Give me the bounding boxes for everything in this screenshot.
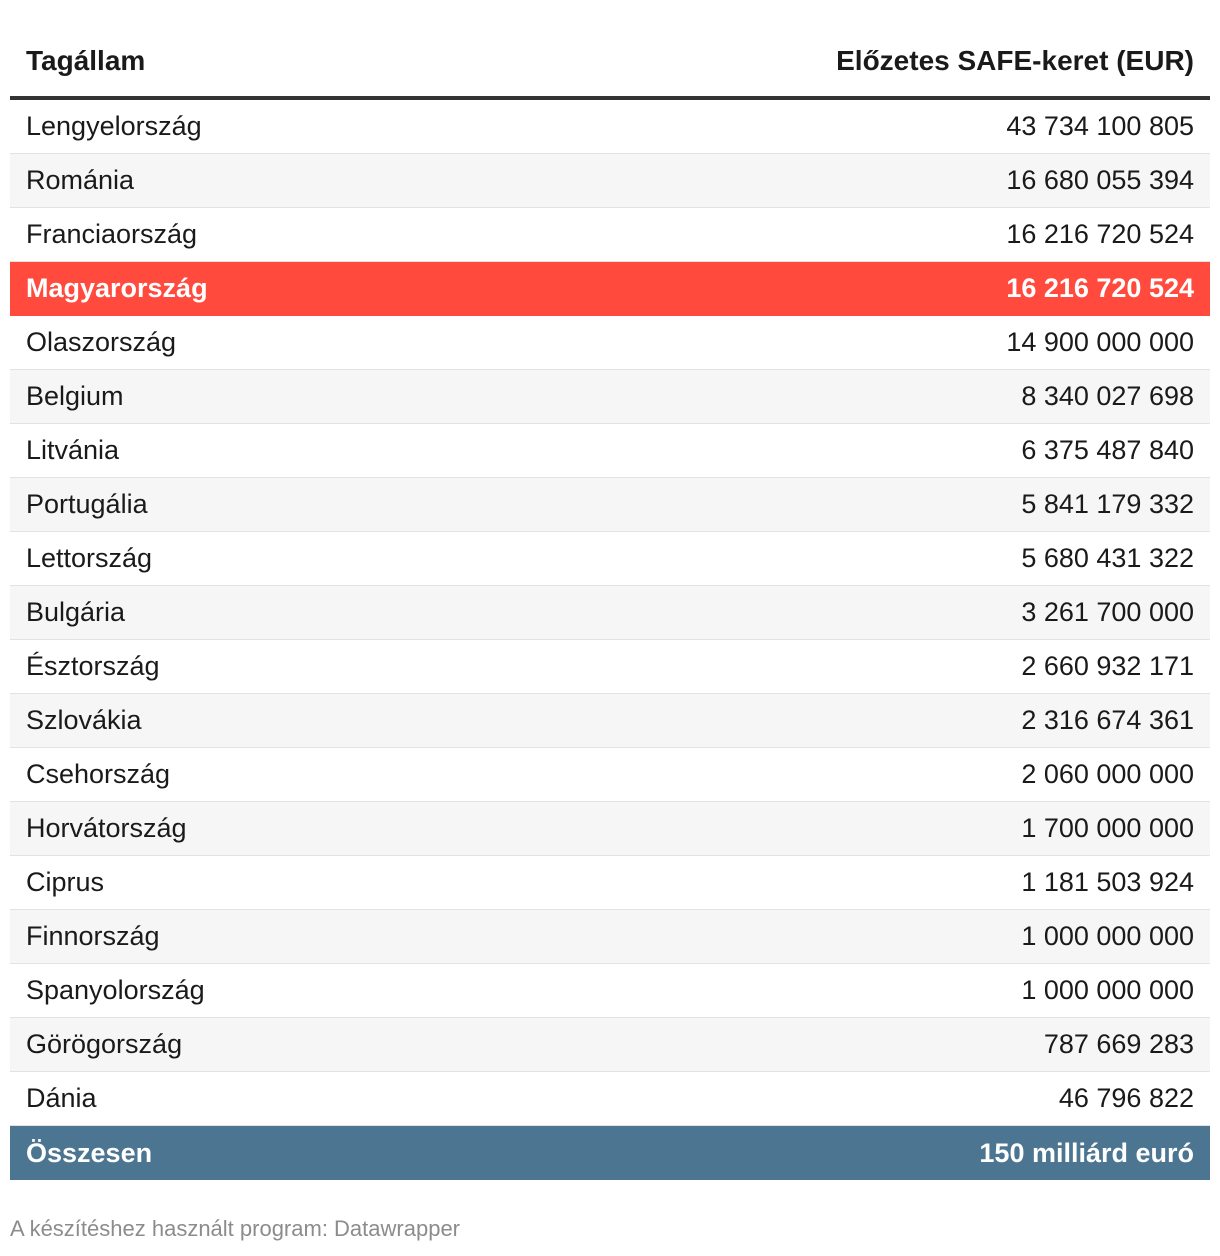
amount-cell: 16 680 055 394 xyxy=(1006,165,1194,195)
table-row xyxy=(10,154,1210,208)
table-row-highlighted xyxy=(10,262,1210,316)
table-row xyxy=(10,1072,1210,1126)
data-table xyxy=(10,30,1210,1180)
country-cell: Észtország xyxy=(26,651,160,681)
amount-cell: 8 340 027 698 xyxy=(1021,381,1194,411)
amount-cell: 1 181 503 924 xyxy=(1021,867,1194,897)
total-value: 150 milliárd euró xyxy=(979,1137,1194,1168)
amount-cell: 787 669 283 xyxy=(1043,1029,1194,1059)
total-label: Összesen xyxy=(26,1137,153,1168)
amount-cell: 1 700 000 000 xyxy=(1021,813,1194,843)
country-cell: Finnország xyxy=(26,921,160,951)
amount-cell: 3 261 700 000 xyxy=(1021,597,1194,627)
table-row xyxy=(10,586,1210,640)
table-row xyxy=(10,100,1210,154)
country-cell: Csehország xyxy=(26,759,171,789)
amount-cell: 1 000 000 000 xyxy=(1021,921,1194,951)
table-row xyxy=(10,532,1210,586)
country-cell: Portugália xyxy=(26,489,148,519)
table-row xyxy=(10,424,1210,478)
table-body xyxy=(10,100,1210,1126)
country-cell: Litvánia xyxy=(26,435,120,465)
amount-cell: 16 216 720 524 xyxy=(1006,273,1194,303)
amount-cell: 46 796 822 xyxy=(1058,1083,1194,1113)
total-row xyxy=(10,1126,1210,1180)
country-cell: Magyarország xyxy=(26,273,208,303)
amount-cell: 2 316 674 361 xyxy=(1021,705,1194,735)
country-cell: Lengyelország xyxy=(26,111,202,141)
amount-cell: 2 660 932 171 xyxy=(1021,651,1194,681)
table-row xyxy=(10,748,1210,802)
amount-cell: 43 734 100 805 xyxy=(1006,111,1194,141)
country-cell: Szlovákia xyxy=(26,705,142,735)
country-cell: Lettország xyxy=(26,543,153,573)
table-row xyxy=(10,802,1210,856)
country-cell: Románia xyxy=(26,165,135,195)
country-cell: Belgium xyxy=(26,381,124,411)
table-row xyxy=(10,856,1210,910)
country-cell: Dánia xyxy=(26,1083,97,1113)
country-cell: Görögország xyxy=(26,1029,183,1059)
table-header xyxy=(10,30,1210,100)
amount-cell: 14 900 000 000 xyxy=(1006,327,1194,357)
table-row xyxy=(10,694,1210,748)
table-row xyxy=(10,910,1210,964)
country-cell: Bulgária xyxy=(26,597,126,627)
country-cell: Olaszország xyxy=(26,327,177,357)
table-row xyxy=(10,1018,1210,1072)
table-row xyxy=(10,370,1210,424)
country-cell: Franciaország xyxy=(26,219,198,249)
column-header-amount: Előzetes SAFE-keret (EUR) xyxy=(836,45,1194,76)
amount-cell: 1 000 000 000 xyxy=(1021,975,1194,1005)
amount-cell: 16 216 720 524 xyxy=(1006,219,1194,249)
table-row xyxy=(10,964,1210,1018)
amount-cell: 5 680 431 322 xyxy=(1021,543,1194,573)
amount-cell: 6 375 487 840 xyxy=(1021,435,1194,465)
country-cell: Spanyolország xyxy=(26,975,205,1005)
country-cell: Horvátország xyxy=(26,813,187,843)
source-credit: A készítéshez használt program: Datawrapper xyxy=(10,1216,461,1241)
table-row xyxy=(10,640,1210,694)
table-row xyxy=(10,208,1210,262)
amount-cell: 5 841 179 332 xyxy=(1021,489,1194,519)
country-cell: Ciprus xyxy=(26,867,105,897)
amount-cell: 2 060 000 000 xyxy=(1021,759,1194,789)
table-row xyxy=(10,478,1210,532)
table-row xyxy=(10,316,1210,370)
column-header-country: Tagállam xyxy=(26,45,146,76)
